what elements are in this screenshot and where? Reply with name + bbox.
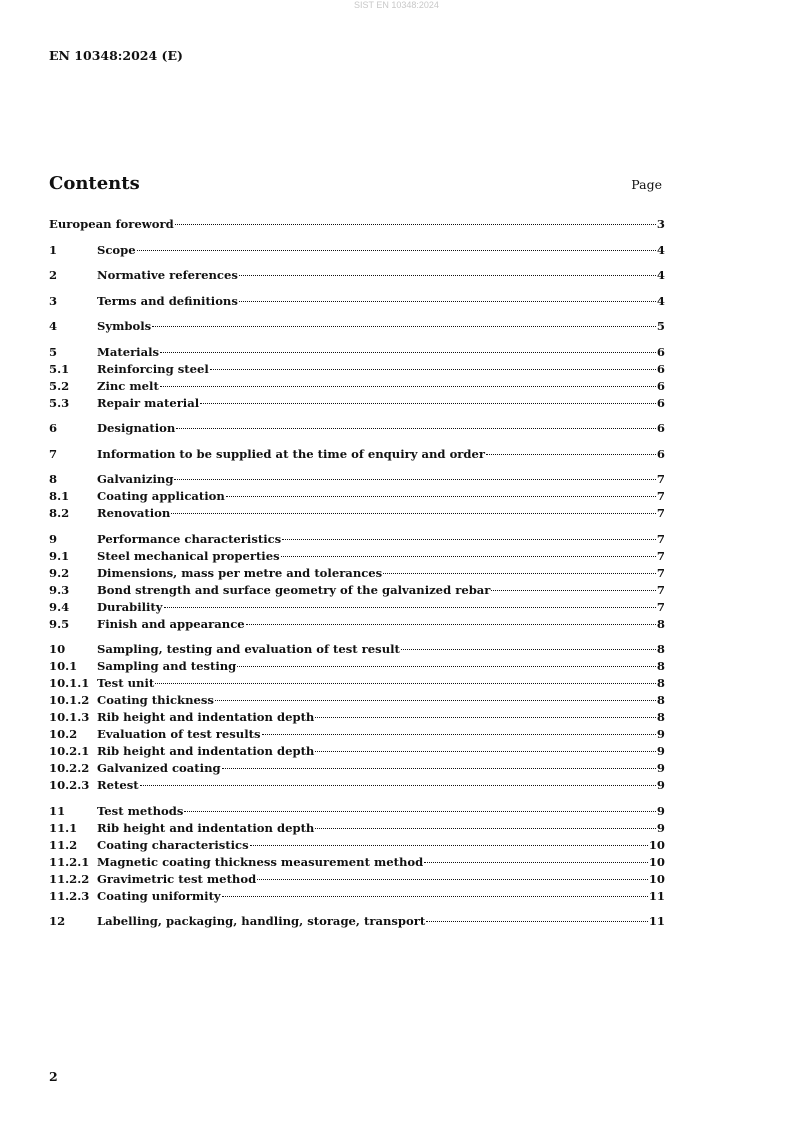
toc-entry[interactable]	[49, 599, 665, 616]
toc-entry[interactable]	[49, 820, 665, 837]
toc-entry-title: Rib height and indentation depth	[97, 710, 315, 724]
toc-entry-number: 10.1.1	[49, 676, 90, 690]
toc-entry[interactable]	[49, 361, 665, 378]
toc-dot-leader	[137, 250, 656, 251]
toc-dot-leader	[281, 556, 656, 557]
toc-entry-title: Retest	[97, 778, 139, 792]
toc-entry-page: 6	[656, 378, 665, 393]
toc-entry-page: 3	[656, 217, 665, 231]
toc-dot-leader	[175, 224, 656, 225]
toc-entry-page: 9	[656, 761, 665, 775]
toc-entry-title: Gravimetric test method	[97, 871, 257, 886]
toc-entry[interactable]	[49, 531, 665, 548]
toc-entry-title: Information to be supplied at the time of enquiry and order	[97, 446, 485, 461]
toc-entry-page: 8	[656, 693, 665, 707]
toc-entry[interactable]	[49, 471, 665, 488]
toc-entry-page: 9	[656, 727, 665, 741]
toc-dot-leader	[222, 768, 656, 769]
toc-entry-page: 4	[656, 268, 665, 282]
contents-heading: Contents	[49, 173, 140, 194]
toc-entry-number: 5.3	[49, 395, 70, 410]
toc-entry[interactable]	[49, 582, 665, 599]
toc-entry-page: 9	[656, 744, 665, 758]
toc-entry-page: 7	[656, 599, 665, 614]
toc-entry[interactable]	[49, 913, 665, 930]
toc-entry-number: 9.5	[49, 616, 70, 631]
toc-entry-number: 4	[49, 319, 58, 333]
toc-entry-number: 9.4	[49, 599, 70, 614]
toc-entry-number: 11.2	[49, 837, 78, 852]
toc-entry-page: 9	[656, 778, 665, 792]
toc-entry-title: Zinc melt	[97, 378, 159, 393]
toc-entry-number: 7	[49, 446, 58, 461]
toc-entry[interactable]	[49, 760, 665, 777]
toc-entry[interactable]	[49, 888, 665, 905]
toc-entry-number: 11	[49, 803, 66, 818]
toc-entry-page: 8	[656, 616, 665, 631]
toc-entry-title: Normative references	[97, 268, 238, 282]
toc-entry[interactable]	[49, 565, 665, 582]
toc-entry-title: Rib height and indentation depth	[97, 820, 315, 835]
toc-dot-leader	[257, 879, 648, 880]
toc-entry-page: 4	[656, 293, 665, 308]
table-of-contents	[49, 216, 665, 930]
toc-entry-title: Test methods	[97, 803, 184, 818]
toc-entry-number: 8.2	[49, 506, 70, 520]
toc-entry-number: 10.2.2	[49, 761, 90, 775]
toc-entry-number: 11.2.3	[49, 888, 90, 903]
toc-entry-title: Steel mechanical properties	[97, 548, 280, 563]
toc-entry-title: Materials	[97, 344, 160, 359]
toc-entry-title: Durability	[97, 599, 163, 614]
toc-entry-title: Galvanizing	[97, 472, 174, 486]
toc-entry[interactable]	[49, 242, 665, 259]
toc-dot-leader	[176, 428, 656, 429]
toc-entry-number: 8	[49, 472, 58, 486]
toc-dot-leader	[237, 666, 656, 667]
toc-dot-leader	[184, 811, 656, 812]
toc-entry-number: 1	[49, 242, 58, 257]
toc-entry[interactable]	[49, 641, 665, 658]
toc-dot-leader	[160, 352, 656, 353]
toc-entry-page: 8	[656, 659, 665, 673]
toc-entry-title: Designation	[97, 421, 176, 435]
toc-entry-page: 6	[656, 421, 665, 435]
page-number: 2	[49, 1069, 58, 1084]
toc-entry[interactable]	[49, 658, 665, 675]
toc-dot-leader	[401, 649, 656, 650]
toc-dot-leader	[174, 479, 655, 480]
toc-entry[interactable]	[49, 378, 665, 395]
toc-entry[interactable]	[49, 548, 665, 565]
toc-entry-title: Terms and definitions	[97, 293, 238, 308]
toc-entry[interactable]	[49, 344, 665, 361]
toc-entry-page: 7	[656, 565, 665, 580]
toc-entry-page: 8	[656, 710, 665, 724]
toc-entry[interactable]	[49, 871, 665, 888]
toc-dot-leader	[424, 862, 648, 863]
toc-dot-leader	[155, 683, 656, 684]
toc-entry[interactable]	[49, 420, 665, 437]
toc-entry-title: Coating application	[97, 489, 225, 503]
toc-dot-leader	[215, 700, 656, 701]
toc-entry[interactable]	[49, 318, 665, 335]
toc-entry-page: 7	[656, 506, 665, 520]
toc-entry[interactable]	[49, 837, 665, 854]
toc-entry-title: Bond strength and surface geometry of the galvanized rebar	[97, 582, 491, 597]
toc-entry-title: Evaluation of test results	[97, 727, 261, 741]
toc-entry-number: 10.1.2	[49, 693, 90, 707]
toc-entry[interactable]	[49, 675, 665, 692]
toc-entry-number: 9.2	[49, 565, 70, 580]
toc-entry-page: 5	[656, 319, 665, 333]
toc-entry-title: Coating uniformity	[97, 888, 221, 903]
toc-entry-number: 11.2.2	[49, 871, 90, 886]
toc-entry-number: 10.1	[49, 659, 78, 673]
toc-entry[interactable]	[49, 854, 665, 871]
toc-dot-leader	[164, 607, 656, 608]
toc-dot-leader	[239, 301, 656, 302]
toc-entry-title: Reinforcing steel	[97, 361, 209, 376]
toc-dot-leader	[486, 454, 656, 455]
toc-entry-page: 10	[648, 854, 665, 869]
toc-entry-page: 8	[656, 642, 665, 656]
toc-entry-page: 11	[648, 888, 665, 903]
toc-entry[interactable]	[49, 505, 665, 522]
toc-entry-title: Test unit	[97, 676, 155, 690]
toc-entry-page: 8	[656, 676, 665, 690]
toc-entry-number: 12	[49, 914, 66, 928]
toc-dot-leader	[246, 624, 656, 625]
toc-entry-page: 4	[656, 242, 665, 257]
toc-dot-leader	[226, 496, 656, 497]
toc-entry-number: 8.1	[49, 489, 70, 503]
toc-entry-page: 7	[656, 489, 665, 503]
toc-entry-page: 6	[656, 446, 665, 461]
toc-dot-leader	[262, 734, 656, 735]
toc-entry-title: Performance characteristics	[97, 531, 282, 546]
toc-dot-leader	[282, 539, 656, 540]
toc-dot-leader	[200, 403, 656, 404]
toc-dot-leader	[250, 845, 648, 846]
toc-dot-leader	[210, 369, 656, 370]
toc-entry-number: 5.1	[49, 361, 70, 376]
toc-entry-title: Rib height and indentation depth	[97, 744, 315, 758]
toc-dot-leader	[426, 921, 648, 922]
toc-entry-title: Sampling and testing	[97, 659, 237, 673]
toc-entry[interactable]	[49, 777, 665, 794]
toc-entry[interactable]	[49, 692, 665, 709]
toc-entry-number: 5	[49, 344, 58, 359]
toc-entry-title: Repair material	[97, 395, 200, 410]
toc-entry[interactable]	[49, 743, 665, 760]
toc-entry-page: 6	[656, 395, 665, 410]
toc-entry-number: 2	[49, 268, 58, 282]
toc-entry[interactable]	[49, 293, 665, 310]
toc-entry-number: 10.2.1	[49, 744, 90, 758]
toc-entry[interactable]	[49, 446, 665, 463]
toc-entry-number: 11.2.1	[49, 854, 90, 869]
toc-entry-page: 10	[648, 837, 665, 852]
toc-entry-page: 7	[656, 531, 665, 546]
toc-entry-title: Coating thickness	[97, 693, 214, 707]
toc-entry-title: Coating characteristics	[97, 837, 249, 852]
document-id: EN 10348:2024 (E)	[49, 48, 183, 63]
toc-dot-leader	[315, 751, 656, 752]
toc-entry-page: 9	[656, 803, 665, 818]
toc-entry-title: Symbols	[97, 319, 152, 333]
toc-dot-leader	[171, 513, 656, 514]
toc-entry-number: 9	[49, 531, 58, 546]
toc-entry-title: Magnetic coating thickness measurement method	[97, 854, 424, 869]
toc-entry[interactable]	[49, 726, 665, 743]
toc-dot-leader	[491, 590, 656, 591]
toc-entry-number: 10.2.3	[49, 778, 90, 792]
toc-entry[interactable]	[49, 616, 665, 633]
toc-entry-title: Labelling, packaging, handling, storage, transport	[97, 914, 426, 928]
toc-entry-page: 10	[648, 871, 665, 886]
toc-entry-page: 11	[648, 914, 665, 928]
toc-entry-title: Galvanized coating	[97, 761, 221, 775]
toc-entry-page: 7	[656, 472, 665, 486]
toc-entry-number: 11.1	[49, 820, 78, 835]
toc-entry-number: 5.2	[49, 378, 70, 393]
toc-entry[interactable]	[49, 709, 665, 726]
toc-entry-number: 9.1	[49, 548, 70, 563]
toc-entry[interactable]	[49, 488, 665, 505]
toc-entry-number: 10.1.3	[49, 710, 90, 724]
toc-dot-leader	[383, 573, 656, 574]
toc-dot-leader	[315, 828, 656, 829]
toc-dot-leader	[140, 785, 656, 786]
toc-entry-page: 6	[656, 361, 665, 376]
toc-entry[interactable]	[49, 803, 665, 820]
toc-entry[interactable]	[49, 395, 665, 412]
toc-entry-title: Renovation	[97, 506, 171, 520]
toc-entry-number: 9.3	[49, 582, 70, 597]
toc-entry-number: 6	[49, 421, 58, 435]
toc-entry-number: 10.2	[49, 727, 78, 741]
toc-dot-leader	[315, 717, 656, 718]
toc-entry-page: 7	[656, 548, 665, 563]
toc-entry[interactable]	[49, 267, 665, 284]
page-column-label: Page	[631, 177, 662, 192]
toc-entry[interactable]	[49, 216, 665, 233]
toc-entry-title: Scope	[97, 242, 136, 257]
toc-dot-leader	[239, 275, 656, 276]
toc-entry-page: 9	[656, 820, 665, 835]
watermark-text: SIST EN 10348:2024	[354, 0, 439, 10]
toc-entry-title: Sampling, testing and evaluation of test result	[97, 642, 400, 656]
toc-entry-title: Dimensions, mass per metre and tolerances	[97, 565, 383, 580]
toc-entry-page: 7	[656, 582, 665, 597]
toc-entry-page: 6	[656, 344, 665, 359]
toc-dot-leader	[152, 326, 656, 327]
toc-dot-leader	[222, 896, 648, 897]
toc-entry-title: European foreword	[49, 217, 174, 231]
toc-entry-number: 10	[49, 642, 66, 656]
toc-entry-number: 3	[49, 293, 58, 308]
toc-entry-title: Finish and appearance	[97, 616, 245, 631]
toc-dot-leader	[160, 386, 656, 387]
